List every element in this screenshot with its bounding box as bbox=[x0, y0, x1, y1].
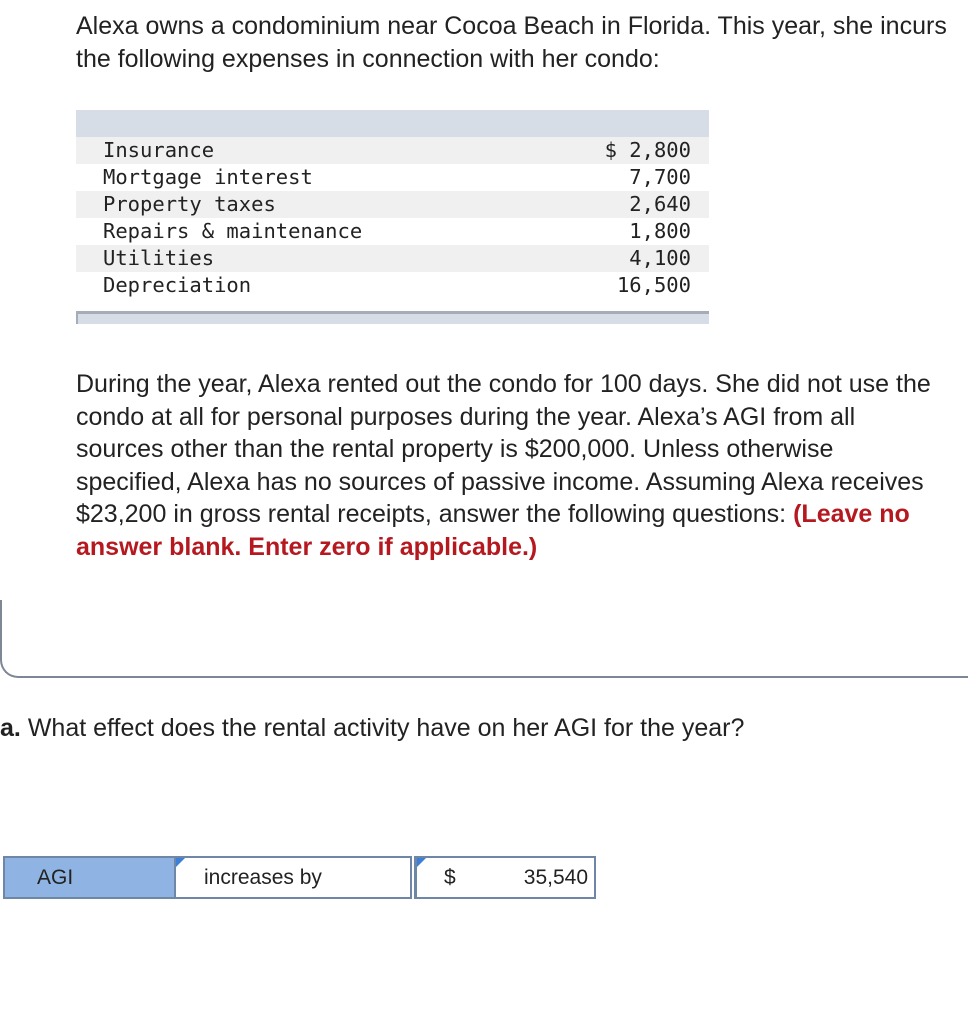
table-row bbox=[76, 245, 709, 272]
table-row bbox=[76, 272, 709, 299]
table-row bbox=[76, 164, 709, 191]
answer-label-cell: AGI bbox=[3, 856, 176, 899]
expense-label: Property taxes bbox=[103, 192, 276, 216]
answer-row bbox=[3, 856, 596, 899]
table-row bbox=[76, 191, 709, 218]
expense-amount: 16,500 bbox=[616, 273, 691, 297]
problem-details bbox=[76, 368, 936, 563]
problem-intro: Alexa owns a condominium near Cocoa Beach in Florida. This year, she incurs the following expenses in connection with her condo: bbox=[76, 12, 947, 73]
effect-dropdown[interactable] bbox=[176, 856, 412, 899]
expense-amount: 1,800 bbox=[629, 219, 691, 243]
amount-value: 35,540 bbox=[523, 866, 588, 889]
expense-label: Utilities bbox=[103, 246, 215, 270]
table-footer-bar bbox=[76, 311, 709, 324]
table-header-bar bbox=[76, 110, 709, 137]
table-row bbox=[76, 137, 709, 164]
expense-amount: $ 2,800 bbox=[604, 138, 691, 162]
problem-details-text: During the year, Alexa rented out the condo for 100 days. She did not use the condo at all for personal purposes during the year. Alexa’s AGI from all sources other than the rental property is $200,000. Unless otherwise specified, Alexa has no sources of passive income. Assuming Alexa receives $23,200 in gross rental receipts, answer the following questions: bbox=[76, 370, 931, 528]
table-row bbox=[76, 218, 709, 245]
expense-amount: 2,640 bbox=[629, 192, 691, 216]
expense-label: Depreciation bbox=[103, 273, 252, 297]
expense-amount: 7,700 bbox=[629, 165, 691, 189]
input-flag-icon bbox=[417, 858, 426, 867]
currency-symbol: $ bbox=[444, 866, 456, 889]
effect-dropdown-value: increases by bbox=[204, 866, 322, 889]
question-text: What effect does the rental activity have on her AGI for the year? bbox=[27, 714, 745, 742]
expense-label: Insurance bbox=[103, 138, 215, 162]
question-letter: a. bbox=[0, 714, 21, 742]
expense-table bbox=[76, 110, 709, 324]
expense-label: Mortgage interest bbox=[103, 165, 313, 189]
dropdown-flag-icon bbox=[176, 858, 185, 867]
instruction-text: (Leave no answer blank. Enter zero if applicable.) bbox=[76, 500, 910, 561]
expense-amount: 4,100 bbox=[629, 246, 691, 270]
amount-input[interactable] bbox=[414, 856, 596, 899]
question-a bbox=[0, 712, 744, 745]
section-divider bbox=[0, 600, 968, 678]
expense-label: Repairs & maintenance bbox=[103, 219, 363, 243]
